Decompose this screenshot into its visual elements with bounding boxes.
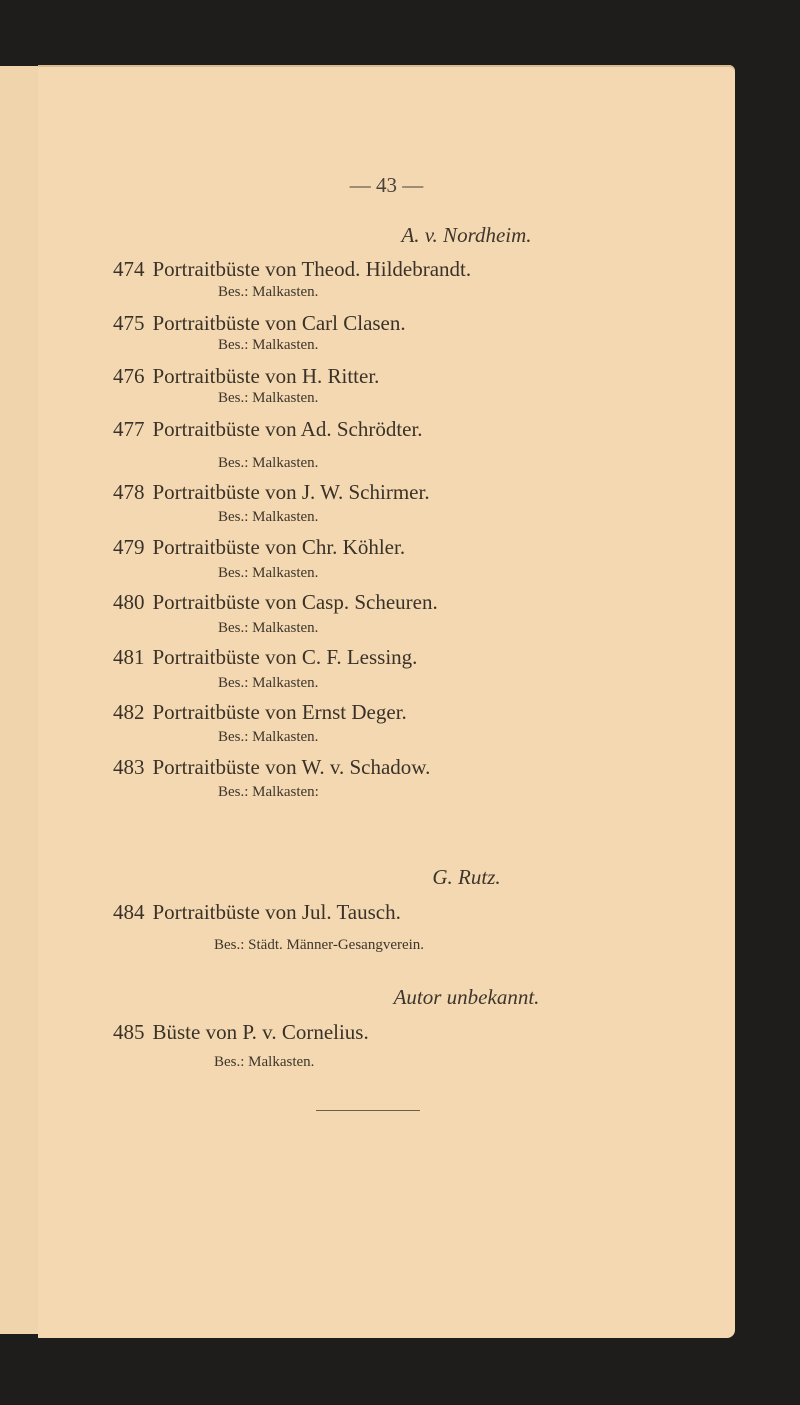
owner-line: Bes.: Malkasten. (218, 509, 319, 525)
owner-line: Bes.: Malkasten. (218, 284, 319, 300)
owner-line: Bes.: Malkasten. (218, 455, 319, 471)
catalog-entry: 479 Portraitbüste von Chr. Köhler. (113, 535, 406, 559)
owner-line: Bes.: Malkasten. (218, 565, 319, 581)
owner-line: Bes.: Malkasten. (218, 729, 319, 745)
author-heading: A. v. Nordheim. (401, 223, 532, 247)
catalog-entry: 485 Büste von P. v. Cornelius. (113, 1020, 369, 1044)
catalog-entry: 484 Portraitbüste von Jul. Tausch. (113, 900, 401, 924)
catalog-entry: 478 Portraitbüste von J. W. Schirmer. (113, 480, 430, 504)
end-rule (316, 1110, 420, 1111)
author-heading: G. Rutz. (432, 865, 501, 889)
owner-line: Bes.: Malkasten: (218, 784, 319, 800)
owner-line: Bes.: Malkasten. (218, 390, 319, 406)
catalog-entry: 480 Portraitbüste von Casp. Scheuren. (113, 590, 438, 614)
book-page (38, 65, 735, 1338)
owner-line: Bes.: Malkasten. (218, 620, 319, 636)
author-heading: Autor unbekannt. (393, 985, 540, 1009)
catalog-entry: 476 Portraitbüste von H. Ritter. (113, 364, 380, 388)
catalog-entry: 474 Portraitbüste von Theod. Hildebrandt. (113, 257, 472, 281)
catalog-entry: 475 Portraitbüste von Carl Clasen. (113, 311, 406, 335)
catalog-entry: 477 Portraitbüste von Ad. Schrödter. (113, 417, 423, 441)
catalog-entry: 481 Portraitbüste von C. F. Lessing. (113, 645, 418, 669)
page-number: — 43 — (349, 173, 424, 197)
catalog-entry: 483 Portraitbüste von W. v. Schadow. (113, 755, 431, 779)
owner-line: Bes.: Malkasten. (218, 675, 319, 691)
catalog-entry: 482 Portraitbüste von Ernst Deger. (113, 700, 407, 724)
owner-line: Bes.: Städt. Männer-Gesangverein. (214, 937, 425, 953)
owner-line: Bes.: Malkasten. (214, 1054, 315, 1070)
facing-page-edge (0, 66, 40, 1334)
owner-line: Bes.: Malkasten. (218, 337, 319, 353)
